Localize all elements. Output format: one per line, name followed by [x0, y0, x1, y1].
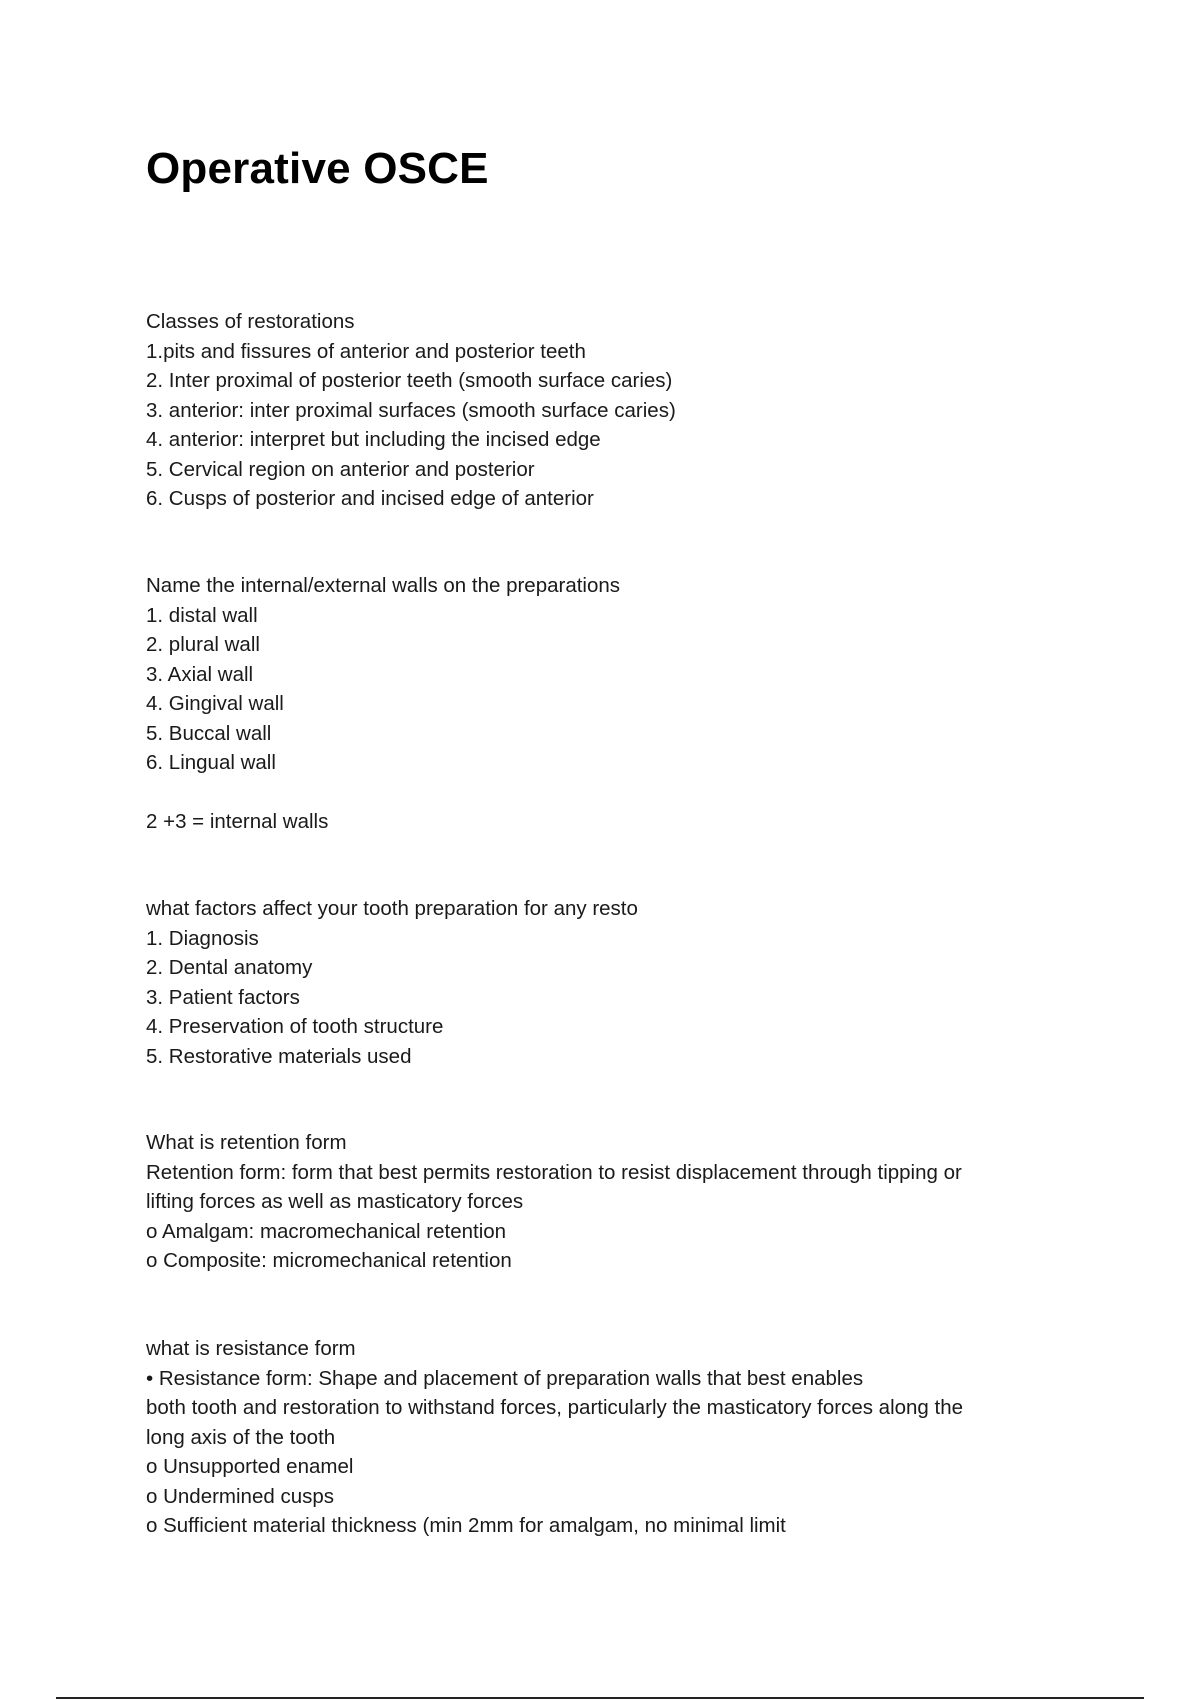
list-item: 5. Restorative materials used [146, 1044, 412, 1068]
text-line: lifting forces as well as masticatory forces [146, 1190, 524, 1213]
list-item: 4. anterior: interpret but including the incised edge [146, 428, 601, 451]
list-item: 6. Lingual wall [146, 751, 276, 774]
page-title: Operative OSCE [146, 144, 489, 193]
list-item: 4. Preservation of tooth structure [146, 1015, 444, 1038]
text-line: long axis of the tooth [146, 1425, 336, 1449]
list-item: o Sufficient material thickness (min 2mm for amalgam, no minimal limit [146, 1514, 786, 1537]
list-item: 3. Patient factors [146, 985, 300, 1009]
section-retention-form [146, 1128, 1046, 1276]
section-walls [146, 571, 1046, 837]
list-item: o Undermined cusps [146, 1484, 335, 1508]
text-line: both tooth and restoration to withstand forces, particularly the masticatory forces along the [146, 1396, 964, 1419]
section-heading: What is retention form [146, 1131, 347, 1154]
list-item: 4. Gingival wall [146, 692, 284, 715]
list-item: 6. Cusps of posterior and incised edge of anterior [146, 487, 594, 510]
section-heading: Classes of restorations [146, 310, 355, 333]
page-bottom-rule [56, 1697, 1144, 1699]
list-item: 5. Buccal wall [146, 721, 272, 745]
list-item: 2. plural wall [146, 633, 260, 656]
list-item: o Unsupported enamel [146, 1455, 354, 1478]
list-item: 3. Axial wall [146, 662, 254, 686]
list-item: 1.pits and fissures of anterior and posterior teeth [146, 339, 586, 363]
list-item: 3. anterior: inter proximal surfaces (smooth surface caries) [146, 398, 676, 422]
text-line: • Resistance form: Shape and placement of preparation walls that best enables [146, 1366, 864, 1390]
spacer [146, 778, 1046, 808]
list-item: 1. distal wall [146, 603, 258, 627]
list-item: 1. Diagnosis [146, 926, 259, 950]
text-line: Retention form: form that best permits restoration to resist displacement through tipping or [146, 1160, 962, 1184]
section-heading: Name the internal/external walls on the preparations [146, 574, 621, 597]
section-resistance-form [146, 1334, 1046, 1541]
section-heading: what is resistance form [146, 1337, 356, 1360]
section-preparation-factors [146, 894, 1046, 1071]
section-classes-of-restorations [146, 307, 1046, 514]
list-item: 2. Dental anatomy [146, 956, 313, 979]
list-item: 2. Inter proximal of posterior teeth (smooth surface caries) [146, 369, 673, 392]
list-item: o Amalgam: macromechanical retention [146, 1219, 507, 1243]
list-item: o Composite: micromechanical retention [146, 1249, 512, 1272]
walls-note: 2 +3 = internal walls [146, 810, 329, 833]
section-heading: what factors affect your tooth preparation for any resto [146, 897, 638, 920]
list-item: 5. Cervical region on anterior and posterior [146, 457, 535, 481]
